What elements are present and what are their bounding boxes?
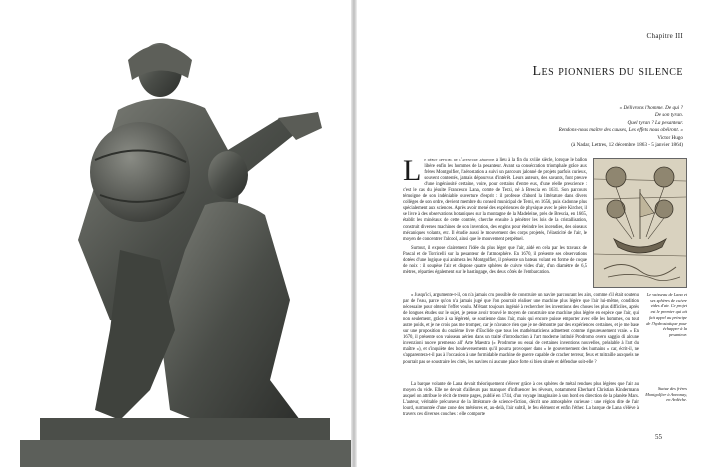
epigraph [453, 105, 683, 149]
drop-cap: L [403, 154, 422, 187]
quote-block [403, 293, 639, 369]
closing-paragraph-block [403, 382, 639, 421]
paragraph-text: a lieu à la fin du xviiie siècle, lorsque le ballon libère enfin les hommes de la pesanteur. Avant sa consécration triomphale grâce aux frères Montgolfier, l'aérostation a suivi un parcours jalonné de projets parfois curieux, souvent contestés, jamais dépourvus d'intérêt. Leurs auteurs, des savants, font preuve d'une ingéniosité certaine, voire, pour certains d'entre eux, d'une réelle prescience : c'est le cas du jésuite Francesco Lana, comte de Terzi, né à Brescia en 1631. Son parcours témoigne de son indéniable ouverture d'esprit : il professe d'abord la littérature dans divers collèges de son ordre, devient membre du conseil municipal de Terni, en 1656, puis s'adonne plus spécialement aux sciences. Après avoir mené des expériences de physique avec le père Kircher, il se livre à des observations botaniques sur la montagne de la Madeleine, près de Brescia, en 1665, établit les minéraux de cette contrée, cherche ensuite à pénétrer les lois de la cristallisation, construit diverses machines de son invention, des engins pour éteindre les incendies, des oiseaux mécaniques volants, etc. Il étudie aussi le mouvement des corps projetés, l'élasticité de l'air, le moyen de concentrer l'alcool, ainsi que le mouvement perpétuel. [403, 158, 588, 242]
lana-vessel-engraving [593, 158, 687, 288]
epigraph-source: (à Nadar, Lettres, 12 décembre 1863 - 5 janvier 1864) [571, 142, 683, 149]
engraving-illustration [594, 159, 686, 287]
opening-small-caps: e début officiel de l'aventure aérienne [424, 158, 495, 163]
vessel-caption: Le vaisseau de Lana et ses sphères de cuivre vides d'air. Ce projet est le premier qui ait fait appel au principe de l'hydrostatique pour échapper à la pesanteur. [646, 292, 687, 337]
page-number: 55 [655, 433, 662, 441]
epigraph-line: Rendons-nous maître des causes, Les effets nous obéiront. » [558, 127, 683, 134]
body-paragraph: Surtout, il expose clairement l'idée du plus léger que l'air, aidé en cela par les travaux de Pascal et de Torricelli sur la pesanteur de l'atmosphère. En 1670, il présente ses observations dotées d'une logique qui animera les Montgolfier, il présente un bateau volant en forme de coque de noix : il soupèse l'air et dispose quatre sphères de cuivre vides d'air, d'un diamètre de 6,5 mètres, réparties également sur le bastingage, des deux côtés de l'embarcation. [403, 245, 587, 275]
body-paragraph: La barque volante de Lana devait théoriquement s'élever grâce à ces sphères de métal rendues plus légères que l'air au moyen du vide. Elle ne devait d'ailleurs pas manquer d'influencer les rêveurs, notamment Eberhard Christian Kindermann auquel on attribue le récit de trente pages, publié en 1744, d'un voyage imaginaire à son bord en direction de la planète Mars. L'auteur, véritable précurseur de la littérature de science-fiction, décrit une atmosphère curieuse : une région dite de l'air lourd, surmontée d'une zone des météores et, au-delà, l'air subtil, le feu élément et enfin l'éther. La barque de Lana s'élève à travers ces diverses couches : elle comporte [403, 382, 639, 418]
lana-quote: « Jusqu'ici, argumente-t-il, on n'a jamais cru possible de construire un navire parcourant les airs, comme s'il était soutenu par de l'eau, parce qu'on n'a jamais jugé que l'on pourrait réaliser une machine plus légère que l'air lui-même, condition nécessaire pour obtenir l'effet voulu. M'étant toujours ingénié à rechercher les inventions des choses les plus difficiles, après de longues études sur le sujet, je pense avoir trouvé le moyen de construire une machine plus légère en espèce que l'air, qui non seulement, grâce à sa légèreté, se soutienne dans l'air, mais qui encore puisse emporter avec elle les hommes, ou tout autre poids, et je ne crois pas me tromper, car je n'avance rien que je ne démontre par des expériences certaines, et je me base sur une proposition du onzième livre d'Euclide que tous les mathématiciens admettent comme rigoureusement vraie. » En 1670, il présente son vaisseau aérien dans un traité d'introduction à l'art moderne intitulé Prodromo overo saggio di alcune invenzioni nuove premesso all' Arte Maestra (« Prodrome ou essai de certaines inventions nouvelles, préalable à l'art du maître »), et s'inquiète des bouleversements qu'il pourra provoquer dans « le gouvernement des humains » car, écrit-il, ne s'apparentera-t-il pas à l'occasion à une formidable machine de guerre capable de cracher terreur, feux et mitraille auxquels ne pourrait pas se soustraire les cités, les navires ni aucune place forte si bien située et défendue soit-elle ? [403, 293, 639, 365]
statue-caption: Statue des frères Montgolfier à Annonay, en Ardèche. [645, 386, 687, 403]
chapter-label: Chapitre III [646, 32, 683, 40]
body-column [403, 154, 588, 279]
left-page [0, 0, 351, 467]
epigraph-line: Quel tyran ? La pesanteur. [627, 119, 683, 126]
epigraph-line: « Délivrons l'homme. De qui ? [619, 105, 683, 111]
right-page [357, 0, 707, 467]
chapter-title: Les pionniers du silence [532, 64, 683, 79]
epigraph-author: Victor Hugo [657, 134, 683, 141]
epigraph-line: De son tyran. [654, 112, 683, 119]
montgolfier-statue-photo [0, 0, 351, 467]
body-paragraph [403, 154, 588, 243]
